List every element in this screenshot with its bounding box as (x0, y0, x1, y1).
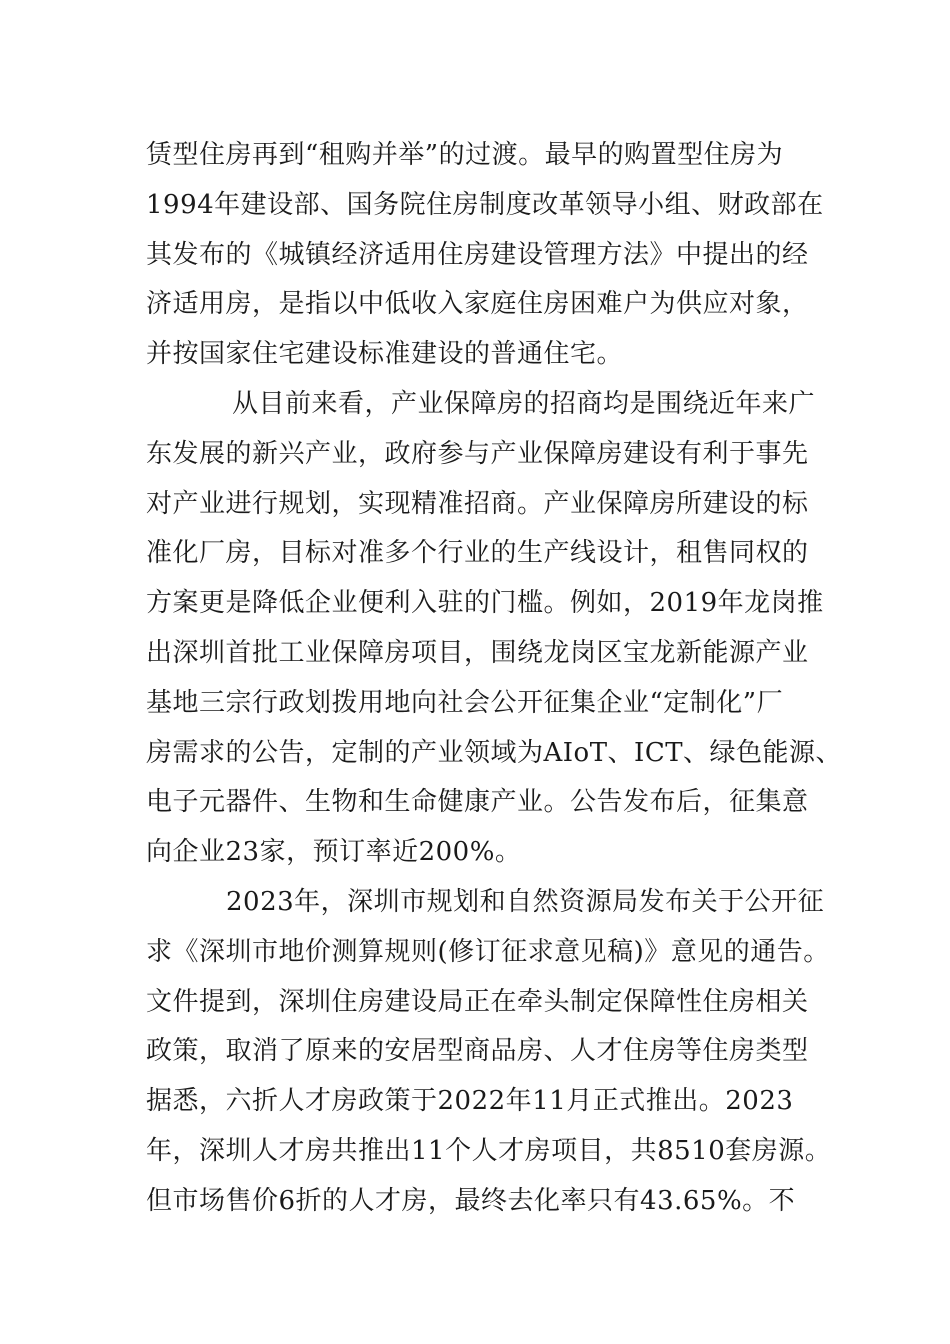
text-line: 其发布的《城镇经济适用住房建设管理方法》中提出的经 (146, 239, 809, 270)
paragraph-2 (146, 380, 843, 878)
paragraph-1 (146, 131, 824, 380)
text-line: 向企业23家，预订率近200%。 (146, 837, 522, 868)
text-line: 对产业进行规划，实现精准招商。产业保障房所建设的标 (146, 488, 809, 519)
text-line: 年，深圳人才房共推出11个人才房项目，共8510套房源。 (146, 1135, 832, 1166)
text-line: 并按国家住宅建设标准建设的普通住宅。 (146, 339, 624, 370)
text-line: 房需求的公告，定制的产业领域为AIoT、ICT、绿色能源、 (146, 737, 843, 768)
text-line: 基地三宗行政划拨用地向社会公开征集企业“定制化”厂 (146, 687, 784, 718)
text-line: 据悉，六折人才房政策于2022年11月正式推出。2023 (146, 1086, 794, 1117)
text-line: 1994年建设部、国务院住房制度改革领导小组、财政部在 (146, 189, 824, 220)
text-line: 赁型住房再到“租购并举”的过渡。最早的购置型住房为 (146, 140, 784, 170)
paragraph-3 (146, 878, 832, 1227)
text-line: 政策，取消了原来的安居型商品房、人才住房等住房类型 (146, 1036, 809, 1067)
text-line: 方案更是降低企业便利入驻的门槛。例如，2019年龙岗推 (146, 588, 824, 619)
text-line: 出深圳首批工业保障房项目，围绕龙岗区宝龙新能源产业 (146, 637, 809, 668)
body-text (146, 131, 843, 1227)
text-line: 从目前来看，产业保障房的招商均是围绕近年来广 (232, 388, 816, 419)
text-line: 但市场售价6折的人才房，最终去化率只有43.65%。不 (146, 1185, 796, 1216)
text-line: 东发展的新兴产业，政府参与产业保障房建设有利于事先 (146, 438, 809, 469)
text-line: 电子元器件、生物和生命健康产业。公告发布后，征集意 (146, 787, 809, 818)
text-line: 文件提到，深圳住房建设局正在牵头制定保障性住房相关 (146, 986, 809, 1017)
text-line: 求《深圳市地价测算规则(修订征求意见稿)》意见的通告。 (146, 936, 830, 967)
text-line: 济适用房，是指以中低收入家庭住房困难户为供应对象， (146, 289, 809, 320)
text-line: 2023年，深圳市规划和自然资源局发布关于公开征 (226, 886, 825, 917)
text-line: 准化厂房，目标对准多个行业的生产线设计，租售同权的 (146, 538, 809, 569)
